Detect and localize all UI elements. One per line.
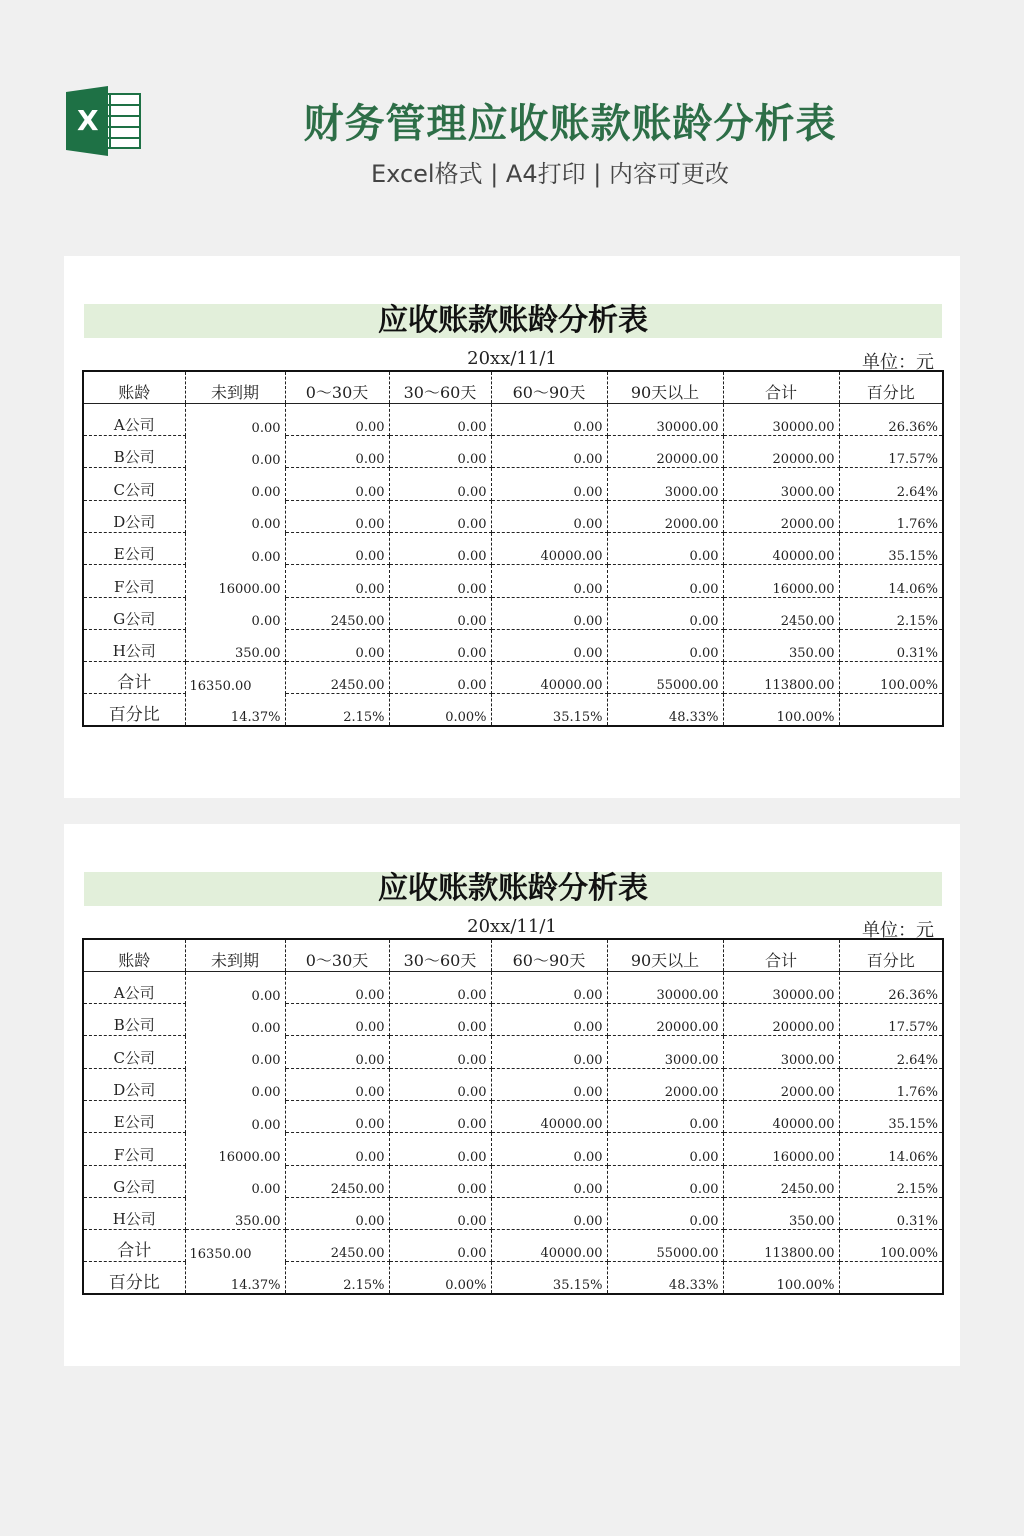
column-header: 60～90天 <box>491 371 607 403</box>
table-cell: 0.00% <box>389 694 491 726</box>
sheet-title: 应收账款账龄分析表 <box>84 304 942 338</box>
sub-title: Excel格式 | A4打印 | 内容可更改 <box>371 160 729 188</box>
row-label: 合计 <box>83 1230 185 1262</box>
table-cell: 0.00 <box>491 597 607 629</box>
table-cell: 0.00 <box>285 436 389 468</box>
table-cell: 2.15% <box>839 597 943 629</box>
table-cell: 0.00 <box>389 1197 491 1229</box>
table-cell: 30000.00 <box>607 403 723 435</box>
table-cell: 20000.00 <box>723 436 839 468</box>
table-cell: 0.00 <box>285 532 389 564</box>
column-header: 账龄 <box>83 371 185 403</box>
table-cell: 40000.00 <box>723 1100 839 1132</box>
excel-icon <box>66 86 142 156</box>
table-cell: 0.00 <box>389 597 491 629</box>
table-cell: 100.00% <box>723 694 839 726</box>
table-cell: 55000.00 <box>607 1230 723 1262</box>
table-cell <box>839 694 943 726</box>
table-cell: 17.57% <box>839 1004 943 1036</box>
table-cell: 1.76% <box>839 1068 943 1100</box>
table-row <box>83 565 943 597</box>
table-cell: 0.00 <box>185 1004 285 1036</box>
table-cell: 16000.00 <box>723 1133 839 1165</box>
column-header: 未到期 <box>185 371 285 403</box>
table-cell: 0.31% <box>839 1197 943 1229</box>
table-cell: 0.00 <box>285 1197 389 1229</box>
table-cell: 16350.00 <box>185 662 285 694</box>
column-header: 0～30天 <box>285 371 389 403</box>
table-cell: 0.00 <box>389 1004 491 1036</box>
table-row <box>83 1165 943 1197</box>
table-cell: 0.00 <box>389 662 491 694</box>
sheet-card-2 <box>64 824 960 1366</box>
column-header: 60～90天 <box>491 939 607 971</box>
row-label: B公司 <box>83 1004 185 1036</box>
table-cell: 14.37% <box>185 1262 285 1294</box>
table-cell: 16000.00 <box>185 565 285 597</box>
total-row <box>83 662 943 694</box>
table-row <box>83 1068 943 1100</box>
table-cell: 0.00 <box>285 468 389 500</box>
table-cell: 0.00 <box>491 565 607 597</box>
table-cell: 0.00 <box>285 629 389 661</box>
table-cell: 0.00 <box>185 1036 285 1068</box>
row-label: G公司 <box>83 1165 185 1197</box>
table-row <box>83 629 943 661</box>
table-cell: 16000.00 <box>723 565 839 597</box>
table-cell: 2.15% <box>839 1165 943 1197</box>
table-cell: 0.00 <box>185 500 285 532</box>
table-cell: 0.00 <box>389 532 491 564</box>
table-cell: 35.15% <box>491 1262 607 1294</box>
table-row <box>83 436 943 468</box>
table-cell: 40000.00 <box>491 1100 607 1132</box>
table-cell: 0.00 <box>389 403 491 435</box>
table-cell: 0.00 <box>185 403 285 435</box>
table-cell: 2450.00 <box>723 597 839 629</box>
main-title: 财务管理应收账款账龄分析表 <box>303 101 837 147</box>
table-cell: 0.00 <box>491 500 607 532</box>
column-header: 账龄 <box>83 939 185 971</box>
table-cell: 0.00 <box>389 971 491 1003</box>
table-cell: 0.00 <box>607 1197 723 1229</box>
table-row <box>83 1004 943 1036</box>
table-cell: 30000.00 <box>723 403 839 435</box>
table-cell: 0.00 <box>607 532 723 564</box>
table-cell: 2.64% <box>839 468 943 500</box>
table-cell: 35.15% <box>839 532 943 564</box>
row-label: G公司 <box>83 597 185 629</box>
table-cell: 14.06% <box>839 1133 943 1165</box>
table-row <box>83 468 943 500</box>
table-cell: 0.00 <box>491 971 607 1003</box>
row-label: B公司 <box>83 436 185 468</box>
table-cell: 350.00 <box>185 1197 285 1229</box>
table-cell: 14.06% <box>839 565 943 597</box>
table-cell: 2450.00 <box>285 597 389 629</box>
table-cell: 0.00 <box>285 565 389 597</box>
table-cell: 0.00 <box>285 1100 389 1132</box>
table-cell: 0.00 <box>389 565 491 597</box>
sheet-card-1 <box>64 256 960 798</box>
column-header: 合计 <box>723 371 839 403</box>
table-cell: 48.33% <box>607 1262 723 1294</box>
row-label: D公司 <box>83 500 185 532</box>
table-cell: 0.00 <box>491 1036 607 1068</box>
table-cell: 14.37% <box>185 694 285 726</box>
table-cell: 0.00 <box>285 500 389 532</box>
percent-row <box>83 694 943 726</box>
table-cell: 40000.00 <box>491 662 607 694</box>
row-label: F公司 <box>83 1133 185 1165</box>
row-label: E公司 <box>83 532 185 564</box>
table-cell: 35.15% <box>491 694 607 726</box>
table-cell: 0.00 <box>389 1133 491 1165</box>
row-label: 百分比 <box>83 694 185 726</box>
table-row <box>83 532 943 564</box>
table-cell: 20000.00 <box>607 436 723 468</box>
column-header: 90天以上 <box>607 939 723 971</box>
table-cell: 100.00% <box>839 662 943 694</box>
table-cell: 0.00 <box>389 1068 491 1100</box>
column-header: 合计 <box>723 939 839 971</box>
svg-text:X: X <box>77 104 99 137</box>
table-cell: 350.00 <box>723 629 839 661</box>
page-header <box>0 0 1024 240</box>
table-cell: 0.00 <box>607 629 723 661</box>
table-cell: 0.00 <box>185 468 285 500</box>
table-cell: 350.00 <box>723 1197 839 1229</box>
table-cell: 2450.00 <box>285 1230 389 1262</box>
row-label: F公司 <box>83 565 185 597</box>
table-row <box>83 971 943 1003</box>
table-row <box>83 1133 943 1165</box>
table-cell: 2000.00 <box>723 1068 839 1100</box>
table-cell: 0.00 <box>285 1036 389 1068</box>
table-cell: 0.00 <box>607 1165 723 1197</box>
table-row <box>83 1100 943 1132</box>
table-cell: 0.00 <box>185 1100 285 1132</box>
table-cell: 0.00 <box>491 1165 607 1197</box>
table-cell: 0.00 <box>285 971 389 1003</box>
table-cell: 2.15% <box>285 694 389 726</box>
table-cell: 0.00 <box>491 1004 607 1036</box>
table-cell: 0.00 <box>389 1165 491 1197</box>
table-cell: 2450.00 <box>285 1165 389 1197</box>
table-cell: 0.00 <box>285 1004 389 1036</box>
table-cell: 2.64% <box>839 1036 943 1068</box>
table-row <box>83 403 943 435</box>
table-cell: 0.00 <box>607 597 723 629</box>
table-cell: 55000.00 <box>607 662 723 694</box>
table-cell: 20000.00 <box>607 1004 723 1036</box>
table-cell: 3000.00 <box>723 1036 839 1068</box>
table-cell: 3000.00 <box>723 468 839 500</box>
table-cell: 0.00 <box>491 1197 607 1229</box>
table-row <box>83 1197 943 1229</box>
table-cell: 17.57% <box>839 436 943 468</box>
table-cell: 350.00 <box>185 629 285 661</box>
row-label: A公司 <box>83 971 185 1003</box>
total-row <box>83 1230 943 1262</box>
percent-row <box>83 1262 943 1294</box>
table-cell: 0.00 <box>185 1068 285 1100</box>
table-cell: 1.76% <box>839 500 943 532</box>
table-cell <box>839 1262 943 1294</box>
table-cell: 2450.00 <box>285 662 389 694</box>
column-header: 0～30天 <box>285 939 389 971</box>
table-cell: 0.00 <box>491 468 607 500</box>
table-cell: 20000.00 <box>723 1004 839 1036</box>
sheet-date: 20xx/11/1 <box>467 348 557 369</box>
table-cell: 0.00 <box>607 1133 723 1165</box>
table-cell: 2000.00 <box>723 500 839 532</box>
table-cell: 0.00 <box>185 436 285 468</box>
table-cell: 100.00% <box>839 1230 943 1262</box>
table-cell: 0.00 <box>389 500 491 532</box>
aging-table <box>82 370 944 727</box>
table-cell: 3000.00 <box>607 1036 723 1068</box>
table-cell: 26.36% <box>839 971 943 1003</box>
table-cell: 0.00 <box>285 1068 389 1100</box>
row-label: D公司 <box>83 1068 185 1100</box>
table-cell: 0.00 <box>285 403 389 435</box>
sheet-date: 20xx/11/1 <box>467 916 557 937</box>
row-label: 百分比 <box>83 1262 185 1294</box>
row-label: H公司 <box>83 1197 185 1229</box>
row-label: C公司 <box>83 468 185 500</box>
column-header: 未到期 <box>185 939 285 971</box>
table-cell: 3000.00 <box>607 468 723 500</box>
column-header: 百分比 <box>839 371 943 403</box>
table-cell: 0.00 <box>491 436 607 468</box>
table-cell: 0.00 <box>389 468 491 500</box>
table-cell: 40000.00 <box>491 1230 607 1262</box>
table-cell: 40000.00 <box>491 532 607 564</box>
table-cell: 113800.00 <box>723 662 839 694</box>
row-label: E公司 <box>83 1100 185 1132</box>
table-cell: 30000.00 <box>723 971 839 1003</box>
table-row <box>83 1036 943 1068</box>
table-cell: 0.00 <box>607 565 723 597</box>
table-header-row <box>83 371 943 403</box>
column-header: 百分比 <box>839 939 943 971</box>
row-label: C公司 <box>83 1036 185 1068</box>
table-cell: 40000.00 <box>723 532 839 564</box>
table-cell: 2450.00 <box>723 1165 839 1197</box>
table-cell: 0.00 <box>607 1100 723 1132</box>
table-cell: 0.00 <box>491 1133 607 1165</box>
table-cell: 113800.00 <box>723 1230 839 1262</box>
table-cell: 100.00% <box>723 1262 839 1294</box>
table-cell: 16000.00 <box>185 1133 285 1165</box>
table-cell: 0.00 <box>185 1165 285 1197</box>
column-header: 90天以上 <box>607 371 723 403</box>
row-label: H公司 <box>83 629 185 661</box>
table-header-row <box>83 939 943 971</box>
row-label: 合计 <box>83 662 185 694</box>
table-cell: 16350.00 <box>185 1230 285 1262</box>
table-cell: 0.00 <box>185 532 285 564</box>
table-cell: 0.00 <box>185 971 285 1003</box>
table-cell: 0.00 <box>389 629 491 661</box>
table-cell: 0.00 <box>389 1036 491 1068</box>
table-cell: 0.00 <box>491 1068 607 1100</box>
table-cell: 0.00 <box>389 1100 491 1132</box>
table-cell: 0.00 <box>491 629 607 661</box>
table-cell: 2000.00 <box>607 1068 723 1100</box>
column-header: 30～60天 <box>389 939 491 971</box>
table-cell: 0.00 <box>185 597 285 629</box>
table-cell: 0.00 <box>389 436 491 468</box>
sheet-unit: 单位：元 <box>862 352 934 373</box>
sheet-unit: 单位：元 <box>862 920 934 941</box>
table-cell: 2000.00 <box>607 500 723 532</box>
table-cell: 26.36% <box>839 403 943 435</box>
table-cell: 0.31% <box>839 629 943 661</box>
column-header: 30～60天 <box>389 371 491 403</box>
table-cell: 2.15% <box>285 1262 389 1294</box>
row-label: A公司 <box>83 403 185 435</box>
table-cell: 48.33% <box>607 694 723 726</box>
sheet-title: 应收账款账龄分析表 <box>84 872 942 906</box>
table-cell: 35.15% <box>839 1100 943 1132</box>
table-cell: 0.00 <box>389 1230 491 1262</box>
table-cell: 0.00 <box>285 1133 389 1165</box>
table-cell: 30000.00 <box>607 971 723 1003</box>
table-row <box>83 500 943 532</box>
aging-table <box>82 938 944 1295</box>
table-cell: 0.00 <box>491 403 607 435</box>
table-row <box>83 597 943 629</box>
table-cell: 0.00% <box>389 1262 491 1294</box>
